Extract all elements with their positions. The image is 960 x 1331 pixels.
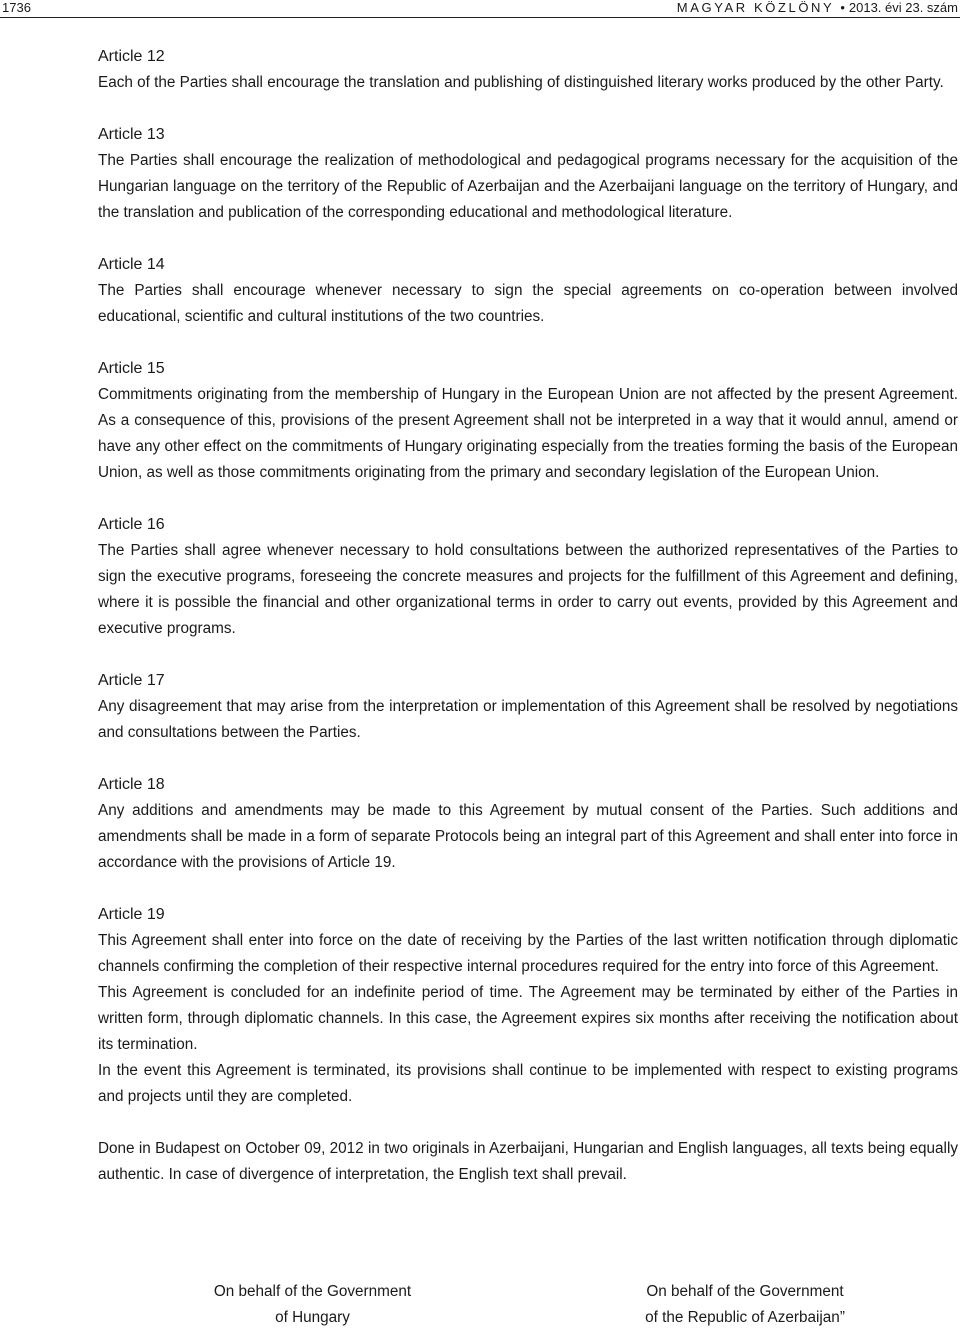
article-18 <box>98 772 958 876</box>
signature-line: of Hungary <box>275 1309 350 1326</box>
article-paragraph: The Parties shall encourage whenever necessary to sign the special agreements on co-operation between involved educational, scientific and cultural institutions of the two countries. <box>98 282 958 325</box>
article-17 <box>98 668 958 746</box>
article-14 <box>98 252 958 330</box>
article-title: Article 13 <box>98 126 165 143</box>
article-paragraph: This Agreement is concluded for an indefinite period of time. The Agreement may be terminated by either of the Parties in written form, through diplomatic channels. In this case, the Agreement expires six months after receiving the notification about its termination. <box>98 984 958 1053</box>
article-paragraph: Any disagreement that may arise from the interpretation or implementation of this Agreement shall be resolved by negotiations and consultations between the Parties. <box>98 698 958 741</box>
article-title: Article 17 <box>98 672 165 689</box>
article-title: Article 16 <box>98 516 165 533</box>
signature-azerbaijan <box>610 1279 880 1331</box>
article-paragraph: Each of the Parties shall encourage the translation and publishing of distinguished literary works produced by the other Party. <box>98 74 944 91</box>
journal-title: MAGYAR KÖZLÖNY <box>676 0 835 15</box>
article-title: Article 12 <box>98 48 165 65</box>
document-body <box>98 44 958 1188</box>
article-paragraph: The Parties shall encourage the realization of methodological and pedagogical programs necessary for the acquisition of the Hungarian language on the territory of the Republic of Azerbaijan and the Azerbaijani language on the territory of Hungary, and the translation and publication of the corresponding educational and methodological literature. <box>98 152 958 221</box>
article-title: Article 18 <box>98 776 165 793</box>
bullet-separator: • <box>840 0 845 15</box>
signature-line: of the Republic of Azerbaijan” <box>645 1309 845 1326</box>
article-paragraph: The Parties shall agree whenever necessary to hold consultations between the authorized representatives of the Parties to sign the executive programs, foreseeing the concrete measures and projects for the fulfillment of this Agreement and defining, where it is possible the financial and other organizational terms in order to carry out events, provided by this Agreement and executive programs. <box>98 542 958 637</box>
page-header <box>0 0 960 16</box>
article-paragraph: Any additions and amendments may be made to this Agreement by mutual consent of the Parties. Such additions and amendments shall be made in a form of separate Protocols being an integral part of this Agreement and shall enter into force in accordance with the provisions of Article 19. <box>98 802 958 871</box>
article-paragraph: This Agreement shall enter into force on the date of receiving by the Parties of the last written notification through diplomatic channels confirming the completion of their respective internal procedures required for the entry into force of this Agreement. <box>98 932 958 975</box>
article-12 <box>98 44 958 96</box>
issue-label: 2013. évi 23. szám <box>848 0 958 15</box>
closing-statement: Done in Budapest on October 09, 2012 in two originals in Azerbaijani, Hungarian and English languages, all texts being equally authentic. In case of divergence of interpretation, the English text shall prevail. <box>98 1140 958 1183</box>
signature-line: On behalf of the Government <box>213 1283 412 1300</box>
article-13 <box>98 122 958 226</box>
signature-line: On behalf of the Government <box>646 1283 844 1300</box>
masthead <box>677 0 958 16</box>
article-paragraph: In the event this Agreement is terminated, its provisions shall continue to be implemented with respect to existing programs and projects until they are completed. <box>98 1062 958 1105</box>
article-title: Article 15 <box>98 360 165 377</box>
page-number: 1736 <box>2 0 31 15</box>
header-rule <box>0 17 960 18</box>
article-19 <box>98 902 958 1110</box>
article-title: Article 19 <box>98 906 165 923</box>
article-paragraph: Commitments originating from the membership of Hungary in the European Union are not affected by the present Agreement. As a consequence of this, provisions of the present Agreement shall not be interpreted in a way that it would annul, amend or have any other effect on the commitments of Hungary originating especially from the treaties forming the basis of the European Union, as well as those commitments originating from the primary and secondary legislation of the European Union. <box>98 386 958 481</box>
article-16 <box>98 512 958 642</box>
article-title: Article 14 <box>98 256 165 273</box>
signature-hungary <box>180 1279 445 1331</box>
article-15 <box>98 356 958 486</box>
signature-block <box>0 1279 960 1331</box>
